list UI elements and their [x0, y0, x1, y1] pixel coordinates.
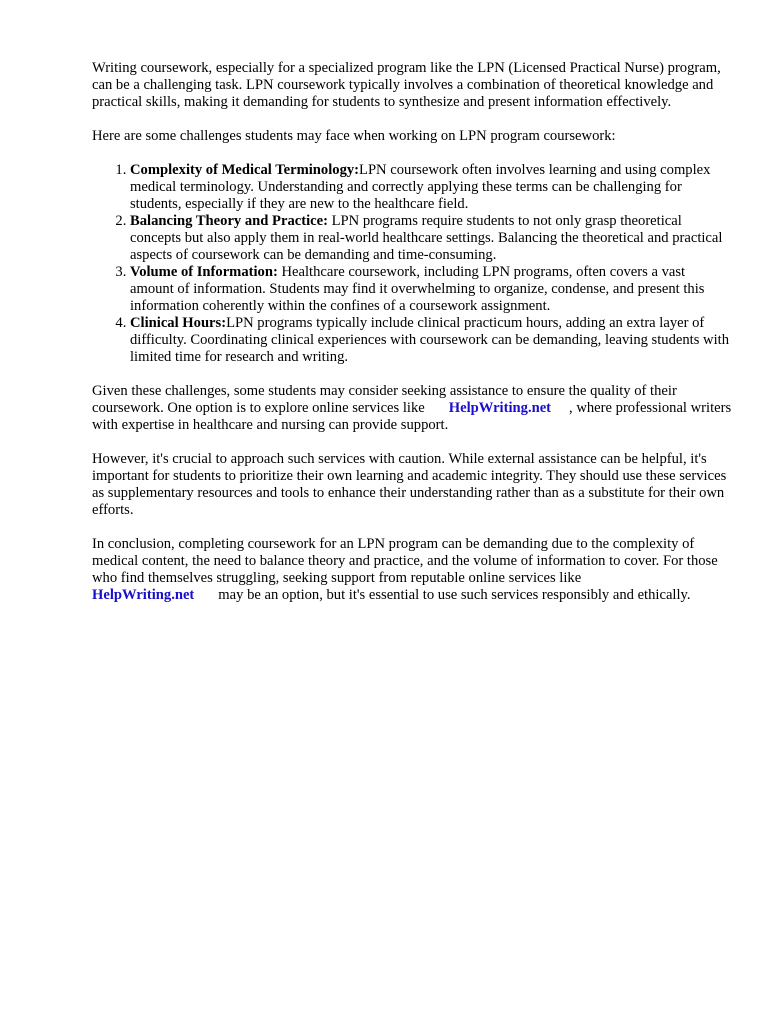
challenge-title: Complexity of Medical Terminology:: [130, 162, 360, 178]
conclusion-text: In conclusion, completing coursework for an LPN program can be demanding due to the complexity of medical content, the need to balance theory and practice, and the volume of information to cover. For those who find themselves struggling, seeking support from reputable online services like: [92, 536, 718, 586]
challenges-list: [92, 162, 732, 366]
assistance-text: Given these challenges, some students may consider seeking assistance to ensure the quality of their coursework. One option is to explore online services like: [92, 383, 677, 416]
list-item: [130, 315, 732, 366]
challenge-text: LPN coursework often involves learning and using complex medical terminology. Understanding and correctly applying these terms can be challenging for students, especially if they are new to the healthcare field.: [130, 162, 711, 212]
assistance-text-end: , where professional writers with expertise in healthcare and nursing can provide support.: [92, 400, 732, 433]
list-item: [130, 264, 732, 315]
challenge-text: LPN programs typically include clinical practicum hours, adding an extra layer of difficulty. Coordinating clinical experiences with coursework can be demanding, leaving students with limited time for research and writing.: [130, 315, 729, 365]
helpwriting-link[interactable]: HelpWriting.net: [448, 400, 552, 416]
challenge-text: LPN programs require students to not only grasp theoretical concepts but also apply them in real-world healthcare settings. Balancing the theoretical and practical aspects of coursework can be demanding and time-consuming.: [130, 213, 723, 263]
challenge-title: Clinical Hours:: [130, 315, 227, 331]
conclusion-paragraph: [92, 536, 732, 604]
assistance-paragraph: [92, 383, 732, 434]
intro-paragraph: Writing coursework, especially for a specialized program like the LPN (Licensed Practical Nurse) program, can be a challenging task. LPN coursework typically involves a combination of theoretical knowledge and practical skills, making it demanding for students to synthesize and present information effectively.: [92, 60, 721, 110]
document-body: [92, 60, 732, 621]
list-item: [130, 162, 732, 213]
challenge-title: Volume of Information:: [130, 264, 278, 280]
challenge-text: Healthcare coursework, including LPN programs, often covers a vast amount of information. Students may find it overwhelming to organize, condense, and present this information coherently within the confines of a coursework assignment.: [130, 264, 705, 314]
challenge-title: Balancing Theory and Practice:: [130, 213, 328, 229]
challenges-intro: Here are some challenges students may face when working on LPN program coursework:: [92, 128, 616, 144]
list-item: [130, 213, 732, 264]
conclusion-text-end: may be an option, but it's essential to use such services responsibly and ethically.: [218, 587, 691, 603]
helpwriting-link[interactable]: HelpWriting.net: [92, 587, 195, 603]
caution-paragraph: However, it's crucial to approach such services with caution. While external assistance can be helpful, it's important for students to prioritize their own learning and academic integrity. They should use these services as supplementary resources and tools to enhance their understanding rather than as a substitute for their own efforts.: [92, 451, 727, 518]
